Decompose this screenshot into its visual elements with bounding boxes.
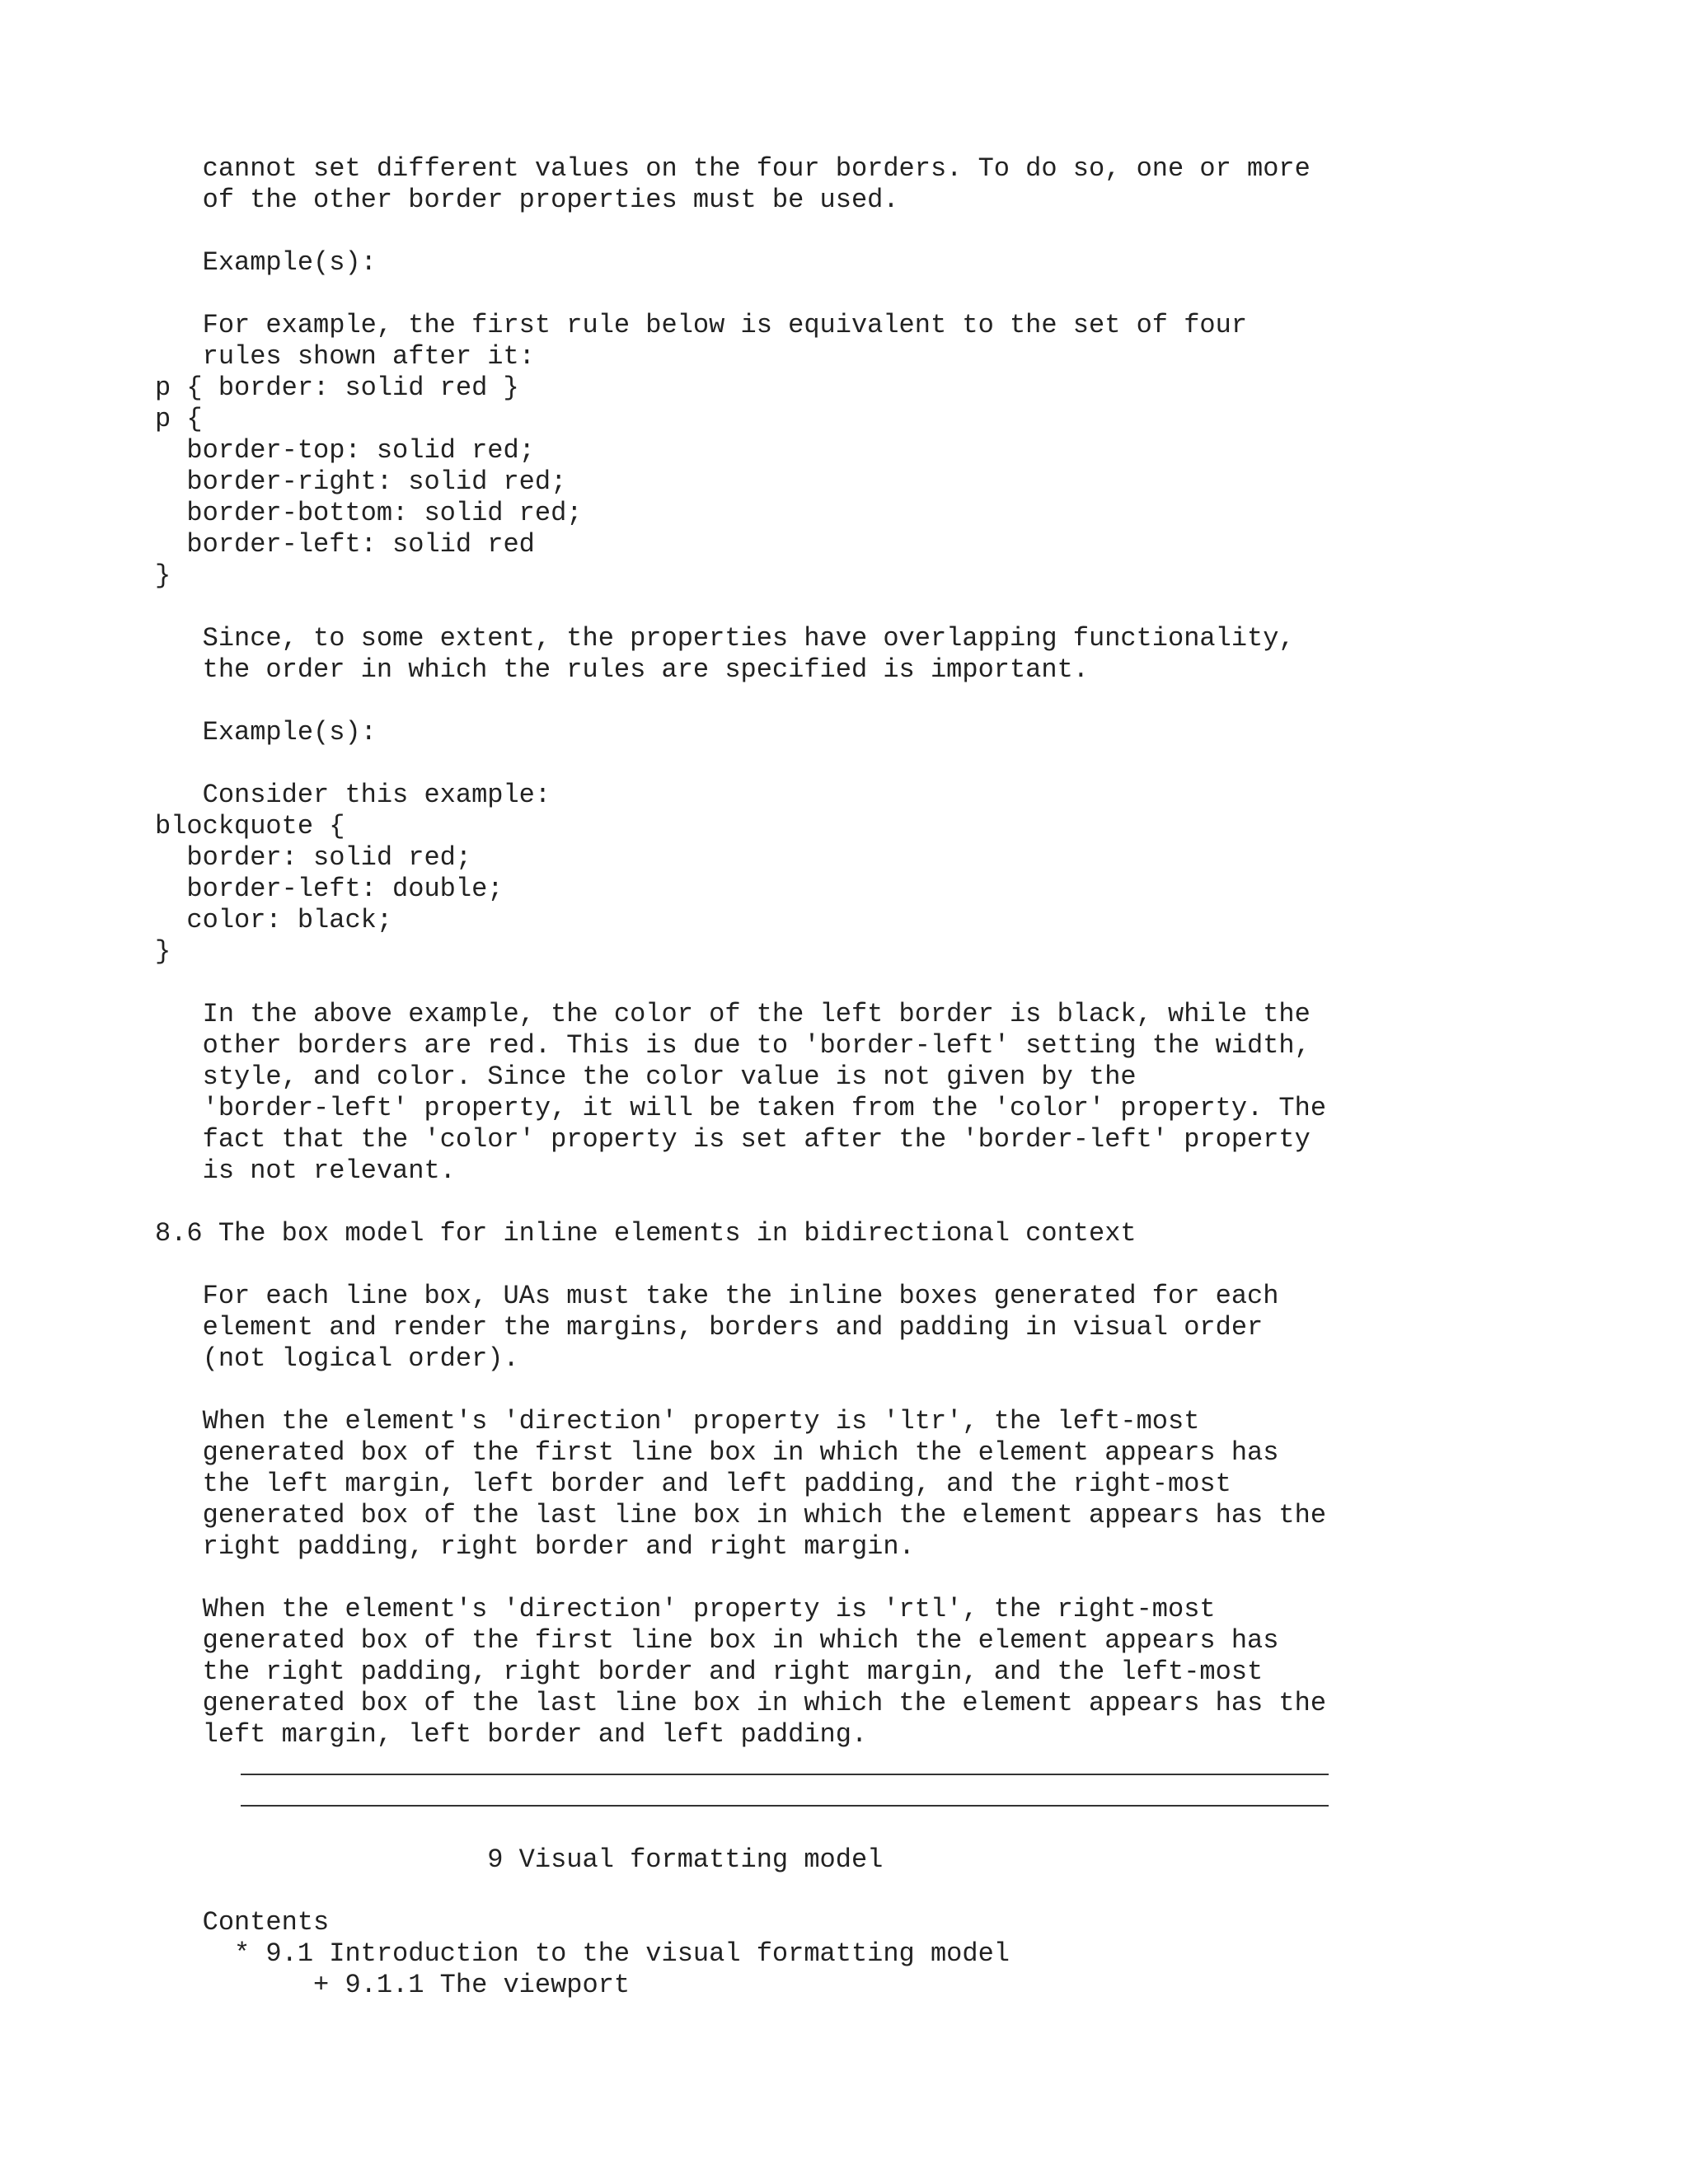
text-line — [155, 216, 1672, 247]
text-line: } — [155, 936, 171, 967]
text-line: element and render the margins, borders and padding in visual order — [155, 1312, 1264, 1343]
text-line: + 9.1.1 The viewport — [155, 1970, 631, 2000]
text-line: In the above example, the color of the left border is black, while the — [155, 999, 1311, 1029]
text-line: } — [155, 560, 171, 591]
text-line: (not logical order). — [155, 1343, 519, 1374]
text-line: border-top: solid red; — [155, 435, 535, 466]
horizontal-rule — [155, 1750, 1672, 1782]
text-line: cannot set different values on the four borders. To do so, one or more — [155, 153, 1311, 184]
text-line: For each line box, UAs must take the inline boxes generated for each — [155, 1281, 1279, 1311]
text-line: border-bottom: solid red; — [155, 498, 583, 528]
text-line — [155, 1813, 1672, 1844]
text-line: is not relevant. — [155, 1155, 456, 1186]
text-line: 9 Visual formatting model — [155, 1844, 884, 1875]
text-line: When the element's 'direction' property is 'rtl', the right-most — [155, 1594, 1216, 1624]
text-line: When the element's 'direction' property is 'ltr', the left-most — [155, 1406, 1200, 1436]
text-line: other borders are red. This is due to 'border-left' setting the width, — [155, 1030, 1311, 1061]
text-line: the left margin, left border and left padding, and the right-most — [155, 1469, 1231, 1499]
text-line: right padding, right border and right margin. — [155, 1531, 915, 1562]
text-line: left margin, left border and left padding. — [155, 1719, 868, 1750]
text-line: the order in which the rules are specified is important. — [155, 654, 1089, 685]
text-line: border: solid red; — [155, 842, 472, 873]
text-line: blockquote { — [155, 811, 345, 841]
text-line — [155, 592, 1672, 623]
document-page — [155, 153, 1672, 2001]
text-line: of the other border properties must be used. — [155, 185, 899, 215]
text-line: the right padding, right border and right margin, and the left-most — [155, 1657, 1264, 1687]
text-line: * 9.1 Introduction to the visual formatting model — [155, 1938, 1010, 1969]
text-line — [155, 968, 1672, 999]
text-line: rules shown after it: — [155, 341, 535, 372]
text-line: style, and color. Since the color value is not given by the — [155, 1062, 1137, 1092]
text-line — [155, 1563, 1672, 1594]
text-line: border-right: solid red; — [155, 466, 567, 497]
text-line: Consider this example: — [155, 780, 551, 810]
text-line: p { — [155, 404, 203, 434]
text-line — [155, 1375, 1672, 1406]
text-line — [155, 686, 1672, 717]
text-line: For example, the first rule below is equivalent to the set of four — [155, 310, 1248, 340]
text-line: border-left: solid red — [155, 529, 535, 560]
text-line: p { border: solid red } — [155, 373, 519, 403]
text-line: Since, to some extent, the properties have overlapping functionality, — [155, 623, 1295, 654]
text-line: 8.6 The box model for inline elements in bidirectional context — [155, 1218, 1137, 1249]
text-line — [155, 279, 1672, 310]
text-line — [155, 748, 1672, 780]
text-line: Example(s): — [155, 247, 377, 278]
text-line: border-left: double; — [155, 874, 504, 904]
text-line: fact that the 'color' property is set after the 'border-left' property — [155, 1124, 1311, 1155]
text-line: generated box of the last line box in which the element appears has the — [155, 1500, 1327, 1530]
text-line: generated box of the first line box in which the element appears has — [155, 1437, 1279, 1468]
text-line: generated box of the first line box in which the element appears has — [155, 1625, 1279, 1656]
text-line: 'border-left' property, it will be taken from the 'color' property. The — [155, 1093, 1327, 1123]
text-line: generated box of the last line box in which the element appears has the — [155, 1688, 1327, 1718]
text-line: color: black; — [155, 905, 393, 935]
text-line: Contents — [155, 1907, 330, 1938]
text-line — [155, 1187, 1672, 1218]
horizontal-rule — [155, 1782, 1672, 1813]
text-line: Example(s): — [155, 717, 377, 748]
text-line — [155, 1249, 1672, 1281]
text-line — [155, 1876, 1672, 1907]
